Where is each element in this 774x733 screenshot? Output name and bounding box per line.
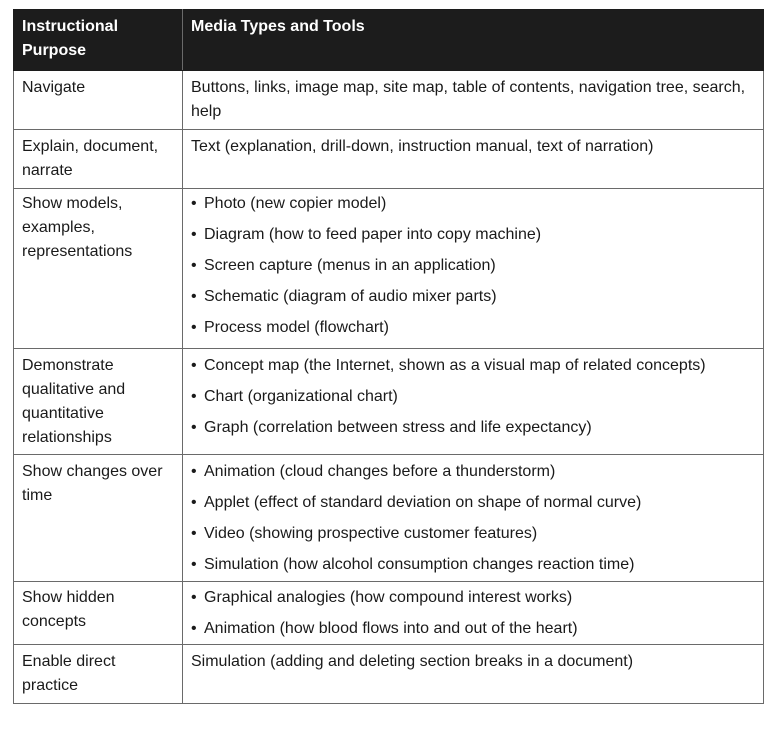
table-row <box>14 582 764 645</box>
purpose-cell: Show models, examples, representations <box>14 189 183 349</box>
media-table <box>13 9 764 704</box>
purpose-cell: Demonstrate qualitative and quantitative relationships <box>14 349 183 455</box>
media-list <box>191 354 755 440</box>
media-list <box>191 586 755 641</box>
purpose-cell: Enable direct practice <box>14 645 183 704</box>
table-header-row <box>14 10 764 71</box>
list-item: • Screen capture (menus in an application) <box>191 254 755 278</box>
table-row <box>14 645 764 704</box>
table-row <box>14 130 764 189</box>
media-cell <box>183 189 764 349</box>
header-instructional-purpose: Instructional Purpose <box>14 10 183 71</box>
list-item: • Process model (flowchart) <box>191 316 755 340</box>
list-item: • Chart (organizational chart) <box>191 385 755 409</box>
list-item: • Photo (new copier model) <box>191 192 755 216</box>
list-item: • Schematic (diagram of audio mixer parts) <box>191 285 755 309</box>
list-item: • Animation (how blood flows into and out of the heart) <box>191 617 755 641</box>
table-row <box>14 71 764 130</box>
list-item: • Graphical analogies (how compound interest works) <box>191 586 755 610</box>
media-list <box>191 192 755 340</box>
media-cell: Text (explanation, drill-down, instruction manual, text of narration) <box>183 130 764 189</box>
list-item: • Concept map (the Internet, shown as a visual map of related concepts) <box>191 354 755 378</box>
list-item: • Animation (cloud changes before a thunderstorm) <box>191 460 755 484</box>
purpose-cell: Show hidden concepts <box>14 582 183 645</box>
list-item: • Applet (effect of standard deviation on shape of normal curve) <box>191 491 755 515</box>
media-cell <box>183 349 764 455</box>
list-item: • Video (showing prospective customer features) <box>191 522 755 546</box>
table-row <box>14 349 764 455</box>
header-media-types-and-tools: Media Types and Tools <box>183 10 764 71</box>
media-cell: Simulation (adding and deleting section breaks in a document) <box>183 645 764 704</box>
list-item: • Simulation (how alcohol consumption changes reaction time) <box>191 553 755 577</box>
purpose-cell: Explain, document, narrate <box>14 130 183 189</box>
list-item: • Graph (correlation between stress and life expectancy) <box>191 416 755 440</box>
media-list <box>191 460 755 577</box>
purpose-cell: Navigate <box>14 71 183 130</box>
purpose-cell: Show changes over time <box>14 455 183 582</box>
table-row <box>14 455 764 582</box>
list-item: • Diagram (how to feed paper into copy machine) <box>191 223 755 247</box>
media-cell: Buttons, links, image map, site map, table of contents, navigation tree, search, help <box>183 71 764 130</box>
media-cell <box>183 455 764 582</box>
media-cell <box>183 582 764 645</box>
table-row <box>14 189 764 349</box>
